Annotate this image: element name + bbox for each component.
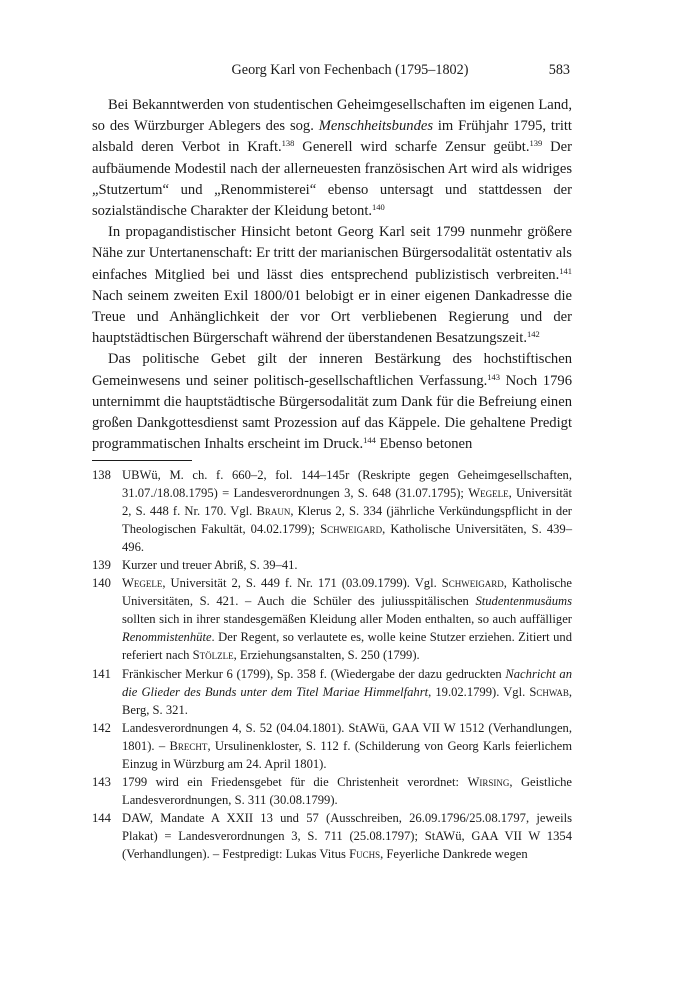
footnote (92, 574, 572, 664)
footnotes (92, 466, 572, 863)
footnote-ref: 140 (372, 202, 385, 213)
footnote-text: Brecht (169, 738, 208, 753)
footnote-text: , Geistliche Landesverordnungen, S. 311 (30.08.1799). (122, 774, 573, 807)
text-run: Menschheitsbundes (318, 118, 434, 135)
footnote-ref: 141 (559, 265, 572, 276)
body-paragraph (92, 349, 572, 455)
footnote-text: Studentenmusäums (475, 594, 572, 609)
footnote-text: DAW, Mandate A XXII 13 und 57 (Ausschreiben, 26.09.1796/25.08.1797, jeweils Plakat) = Landesverordnungen 3, S. 711 (25.08.1797); StAWü, GAA VII W 1354 (Verhandlungen). – Festpredigt: Lukas Vitus (122, 810, 572, 861)
running-header (0, 62, 700, 82)
footnote-text: Stölzle (192, 648, 234, 663)
footnote-text: 1799 wird ein Friedensgebet für die Christenheit verordnet: (122, 774, 468, 789)
footnote-text: , Universität 2, S. 449 f. Nr. 171 (03.09.1799). Vgl. (162, 576, 442, 591)
text-run: Ebenso betonen (375, 436, 473, 453)
footnote (92, 665, 572, 719)
footnote-number: 141 (92, 666, 111, 681)
text-run: Noch 1796 unternimmt die hauptstädtische Bürgersodalität zum Dank für die Befreiung einen großen Dankgottesdienst samt Prozession auf das Käppele. Die gehaltene Predigt programmatischen Inhalts erscheint im Druck. (92, 372, 572, 453)
body-paragraph (92, 95, 572, 222)
footnote-number: 139 (92, 558, 111, 573)
footnote-text: , Universität 2, S. 448 f. Nr. 170. Vgl. (122, 486, 572, 519)
footnote-text: Wegele (468, 486, 509, 501)
footnote-number: 138 (92, 468, 111, 482)
footnote-number: 142 (92, 720, 111, 735)
footnote (92, 773, 572, 809)
footnote-text: Wegele (122, 576, 163, 591)
footnote-text: . Der Regent, so verlautete es, wolle keine Stutzer erziehen. Zitiert und referiert nach (122, 630, 572, 663)
footnote-text: Landesverordnungen 4, S. 52 (04.04.1801). StAWü, GAA VII W 1512 (Verhandlungen, 1801). – (122, 720, 572, 753)
footnote-text: , Berg, S. 321. (122, 684, 572, 717)
footnote-text: , Ursulinenkloster, S. 112 f. (Schilderung von Georg Karls feierlichem Einzug in Würzburg am 24. April 1801). (122, 738, 573, 771)
footnote-text: Braun (256, 504, 291, 519)
footnote-text: , Erziehungsanstalten, S. 250 (1799). (233, 648, 420, 663)
footnote-text: Renommistenhüte (122, 630, 212, 645)
footnote-text: Fränkischer Merkur 6 (1799), Sp. 358 f. (Wiedergabe der dazu gedruckten (122, 666, 506, 681)
footnote (92, 719, 572, 773)
footnote-number: 144 (92, 810, 111, 825)
footnote-ref: 142 (526, 329, 540, 340)
footnote-text: UBWü, M. ch. f. 660–2, fol. 144–145r (Reskripte gegen Geheimgesellschaften, 31.07./18.08.1795) = Landesverordnungen 3, S. 648 (31.07.1795); (122, 468, 572, 501)
text-run: Bei Bekanntwerden von studentischen Geheimgesellschaften im eigenen Land, so des Würzburger Ablegers des sog. (92, 97, 572, 135)
footnote-text: Schweigard (441, 576, 504, 591)
running-title: Georg Karl von Fechenbach (1795–1802) (231, 62, 469, 78)
footnote-ref: 143 (487, 371, 501, 382)
footnote (92, 809, 572, 863)
footnote-text: Schwab (529, 684, 569, 699)
footnote-rule (92, 460, 192, 461)
footnote-text: Nachricht an die Glieder des Bunds unter dem Titel Mariae Himmelfahrt (122, 666, 572, 699)
footnote-text: Schweigard (320, 522, 383, 537)
text-run: Der aufbäumende Modestil nach der allerneuesten französischen Art wird als widriges „Stutzertum“ und „Renommisterei“ ebenso untersagt und stattdessen der sozialständische Charakter der Kleidung betont. (92, 139, 572, 220)
page-number: 583 (548, 62, 570, 78)
footnote-ref: 144 (363, 435, 376, 446)
footnote-text: sollten sich in ihrer standesgemäßen Kleidung aller Moden enthalten, so auch auffälliger (122, 612, 572, 627)
text-run: Generell wird scharfe Zensur geübt. (294, 139, 530, 156)
footnote (92, 556, 572, 574)
footnote-text: , Katholische Universitäten, S. 439–496. (122, 522, 573, 555)
footnote-text: Fuchs (349, 846, 381, 861)
footnote-text: , Feyerliche Dankrede wegen (380, 846, 528, 861)
footnote-text: , Katholische Universitäten, S. 421. – Auch die Schüler des juliusspitälischen (122, 576, 572, 609)
text-run: im Frühjahr 1795, tritt alsbald deren Verbot in Kraft. (92, 118, 572, 156)
footnote-text: Wirsing (467, 774, 510, 789)
main-text (92, 95, 572, 455)
text-run: Das politische Gebet gilt der inneren Bestärkung des hochstiftischen Gemeinwesens und seiner politisch-gesellschaftlichen Verfassung. (92, 351, 572, 389)
text-run: In propagandistischer Hinsicht betont Georg Karl seit 1799 nunmehr größere Nähe zur Untertanenschaft: Er tritt der marianischen Bürgersodalität ostentativ als einfaches Mitglied bei und lässt dies entsprechend publizistisch verbreiten. (92, 224, 572, 283)
footnote-number: 143 (92, 774, 111, 789)
footnote-text: Kurzer und treuer Abriß, S. 39–41. (122, 558, 298, 573)
text-run: Nach seinem zweiten Exil 1800/01 belobigt er in einer eigenen Dankadresse die Treue und Anhänglichkeit der vor Ort verbliebenen Regierung und der hauptstädtischen Bürgerschaft während der überstandenen Besatzungszeit. (92, 287, 572, 347)
footnote-ref: 139 (529, 138, 543, 149)
body-paragraph (92, 222, 572, 349)
footnote-text: , Klerus 2, S. 334 (jährliche Verkündungspflicht in der Theologischen Fakultät, 04.02.1799); (122, 504, 572, 537)
footnote-text: , 19.02.1799). Vgl. (428, 684, 530, 699)
footnote (92, 466, 572, 556)
footnote-ref: 138 (281, 138, 295, 149)
footnote-number: 140 (92, 576, 111, 591)
